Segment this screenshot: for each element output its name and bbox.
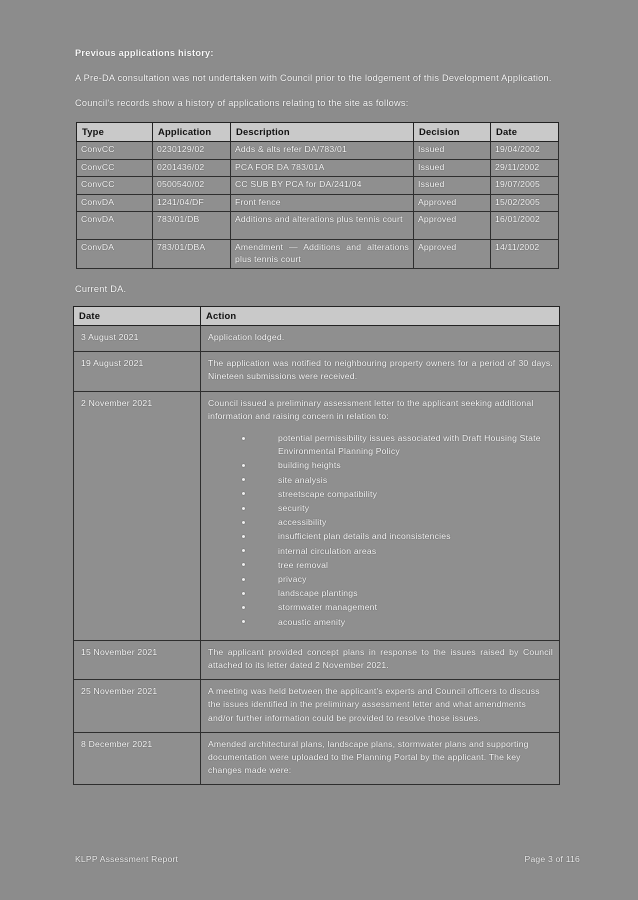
cell-application: 0230129/02 — [153, 142, 231, 160]
bullet-dot-icon — [242, 492, 245, 495]
cell-action: The application was notified to neighbouring property owners for a period of 30 days. Nineteen submissions were received. — [201, 352, 560, 391]
table-row — [74, 680, 560, 733]
list-item-label: streetscape compatibility — [278, 488, 378, 499]
cell-date: 14/11/2002 — [491, 240, 559, 269]
cell-action: The applicant provided concept plans in response to the issues raised by Council attached to its letter dated 2 November 2021. — [201, 640, 560, 679]
current-da-table-body — [74, 326, 560, 785]
history-table-header — [77, 123, 559, 142]
records-paragraph: Council's records show a history of applications relating to the site as follows: — [75, 98, 409, 108]
table-row — [77, 159, 559, 177]
cell-action-text: Council issued a preliminary assessment letter to the applicant seeking additional information and raising concern in relation to: — [208, 397, 534, 421]
bullet-dot-icon — [242, 535, 245, 538]
list-item — [242, 432, 553, 458]
list-item-label: building heights — [278, 460, 341, 471]
cell-application: 783/01/DBA — [153, 240, 231, 269]
cell-date: 15 November 2021 — [74, 640, 201, 679]
cell-date: 8 December 2021 — [74, 732, 201, 785]
previous-applications-table — [76, 122, 559, 269]
cell-application: 0201436/02 — [153, 159, 231, 177]
bullet-dot-icon — [242, 606, 245, 609]
cell-date: 2 November 2021 — [74, 391, 201, 640]
cell-description: Additions and alterations plus tennis court — [231, 212, 414, 240]
cell-description: PCA FOR DA 783/01A — [231, 159, 414, 177]
cell-date: 19/04/2002 — [491, 142, 559, 160]
column-header-decision: Decision — [414, 123, 491, 142]
cell-decision: Approved — [414, 240, 491, 269]
bullet-dot-icon — [242, 549, 245, 552]
bullet-dot-icon — [242, 620, 245, 623]
current-da-table — [73, 306, 560, 785]
cell-application: 783/01/DB — [153, 212, 231, 240]
cell-action: Application lodged. — [201, 326, 560, 352]
cell-type: ConvCC — [77, 177, 153, 195]
list-item-label: privacy — [278, 574, 307, 585]
table-row — [77, 177, 559, 195]
table-row — [74, 732, 560, 785]
cell-date: 3 August 2021 — [74, 326, 201, 352]
cell-type: ConvDA — [77, 212, 153, 240]
table-row — [77, 240, 559, 269]
bullet-dot-icon — [242, 478, 245, 481]
table-row — [74, 391, 560, 640]
history-table-body — [77, 142, 559, 269]
list-item — [242, 545, 553, 558]
cell-decision: Issued — [414, 177, 491, 195]
concern-bullet-list — [208, 432, 553, 629]
list-item — [242, 601, 553, 614]
list-item — [242, 573, 553, 586]
column-header-type: Type — [77, 123, 153, 142]
bullet-dot-icon — [242, 578, 245, 581]
list-item-label: internal circulation areas — [278, 545, 377, 556]
page-heading: Previous applications history: — [75, 48, 214, 58]
table-row — [74, 326, 560, 352]
cell-description: Adds & alts refer DA/783/01 — [231, 142, 414, 160]
cell-type: ConvCC — [77, 142, 153, 160]
table-row — [74, 640, 560, 679]
cell-date: 19 August 2021 — [74, 352, 201, 391]
list-item-label: site analysis — [278, 474, 328, 485]
column-header-date: Date — [491, 123, 559, 142]
cell-decision: Issued — [414, 142, 491, 160]
table-row — [77, 142, 559, 160]
table-row — [77, 212, 559, 240]
cell-date: 25 November 2021 — [74, 680, 201, 733]
bullet-dot-icon — [242, 507, 245, 510]
cell-action: Amended architectural plans, landscape plans, stormwater plans and supporting documentation were uploaded to the Planning Portal by the applicant. The key changes made were: — [201, 732, 560, 785]
list-item-label: acoustic amenity — [278, 616, 346, 627]
list-item — [242, 559, 553, 572]
bullet-dot-icon — [242, 563, 245, 566]
list-item-label: potential permissibility issues associated with Draft Housing State Environmental Planning Policy — [278, 433, 541, 457]
footer-report-title: KLPP Assessment Report — [75, 854, 179, 864]
cell-type: ConvDA — [77, 194, 153, 212]
column-header-date: Date — [74, 307, 201, 326]
cell-application: 0500540/02 — [153, 177, 231, 195]
cell-date: 15/02/2005 — [491, 194, 559, 212]
list-item — [242, 587, 553, 600]
cell-description: CC SUB BY PCA for DA/241/04 — [231, 177, 414, 195]
intro-paragraph: A Pre-DA consultation was not undertaken with Council prior to the lodgement of this Development Application. — [75, 73, 552, 83]
list-item — [242, 474, 553, 487]
list-item-label: insufficient plan details and inconsistencies — [278, 531, 451, 542]
column-header-description: Description — [231, 123, 414, 142]
list-item — [242, 502, 553, 515]
list-item-label: accessibility — [278, 517, 327, 528]
cell-description: Amendment — Additions and alterations plus tennis court — [231, 240, 414, 269]
page-footer — [75, 854, 580, 864]
cell-application: 1241/04/DF — [153, 194, 231, 212]
table-row — [77, 194, 559, 212]
list-item-label: security — [278, 503, 310, 514]
table-header-row — [77, 123, 559, 142]
cell-description: Front fence — [231, 194, 414, 212]
column-header-application: Application — [153, 123, 231, 142]
current-da-table-header — [74, 307, 560, 326]
cell-type: ConvDA — [77, 240, 153, 269]
cell-date: 29/11/2002 — [491, 159, 559, 177]
cell-decision: Issued — [414, 159, 491, 177]
table-row — [74, 352, 560, 391]
bullet-dot-icon — [242, 592, 245, 595]
list-item — [242, 459, 553, 472]
cell-date: 19/07/2005 — [491, 177, 559, 195]
table-header-row — [74, 307, 560, 326]
current-da-label: Current DA. — [75, 284, 127, 294]
bullet-dot-icon — [242, 464, 245, 467]
list-item — [242, 616, 553, 629]
bullet-dot-icon — [242, 437, 245, 440]
list-item-label: tree removal — [278, 559, 329, 570]
column-header-action: Action — [201, 307, 560, 326]
cell-action: A meeting was held between the applicant's experts and Council officers to discuss the issues identified in the preliminary assessment letter and what amendments and/or further information could be provided to resolve those issues. — [201, 680, 560, 733]
cell-type: ConvCC — [77, 159, 153, 177]
cell-decision: Approved — [414, 212, 491, 240]
list-item — [242, 530, 553, 543]
list-item — [242, 516, 553, 529]
cell-action — [201, 391, 560, 640]
cell-date: 16/01/2002 — [491, 212, 559, 240]
bullet-dot-icon — [242, 521, 245, 524]
cell-decision: Approved — [414, 194, 491, 212]
footer-page-number: Page 3 of 116 — [524, 854, 580, 864]
list-item — [242, 488, 553, 501]
list-item-label: stormwater management — [278, 602, 378, 613]
list-item-label: landscape plantings — [278, 588, 358, 599]
